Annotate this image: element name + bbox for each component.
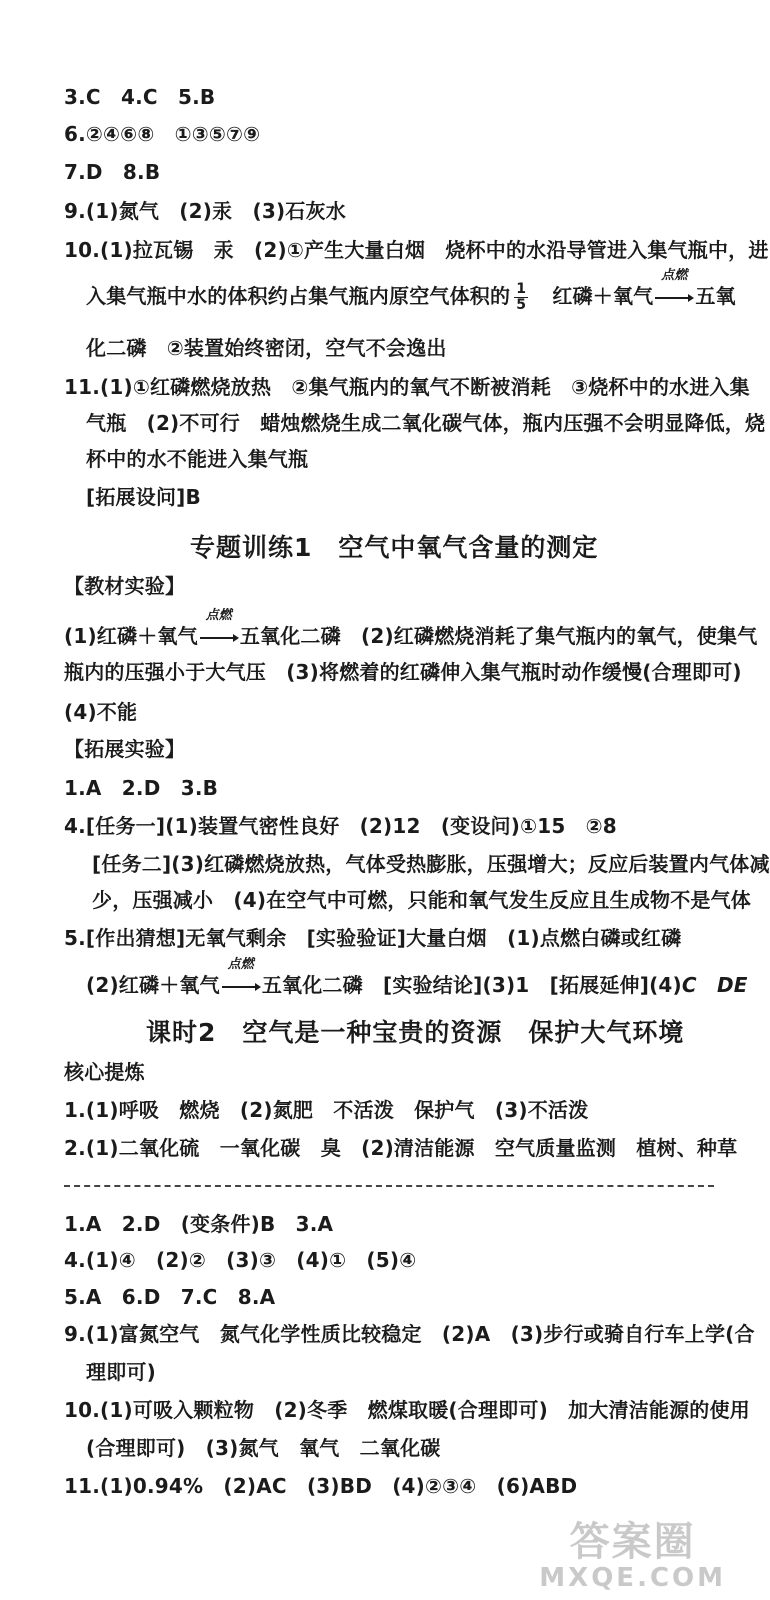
answer-line: 4.[任务一](1)装置气密性良好 (2)12 (变设问)①15 ②8 bbox=[64, 814, 617, 838]
answer-line: 化二磷 ②装置始终密闭，空气不会逸出 bbox=[86, 336, 447, 360]
answer-line: 2.(1)二氧化硫 一氧化碳 臭 (2)清洁能源 空气质量监测 植树、种草 bbox=[64, 1136, 738, 1160]
text-segment: 入集气瓶中水的体积约占集气瓶内原空气体积的 bbox=[86, 284, 511, 308]
answer-line: 4.(1)④ (2)② (3)③ (4)① (5)④ bbox=[64, 1248, 417, 1272]
text-segment: 红磷＋氧气 bbox=[532, 284, 654, 308]
text-segment: (1)红磷＋氧气 bbox=[64, 624, 198, 648]
answer-line: 少，压强减小 (4)在空气中可燃，只能和氧气发生反应且生成物不是气体 bbox=[92, 888, 751, 912]
answer-line: 杯中的水不能进入集气瓶 bbox=[86, 447, 309, 471]
watermark-title: 答案圈 bbox=[569, 1519, 696, 1565]
subsection-label: 【拓展实验】 bbox=[64, 737, 186, 761]
answer-line: 气瓶 (2)不可行 蜡烛燃烧生成二氧化碳气体，瓶内压强不会明显降低，烧 bbox=[86, 411, 766, 435]
fraction-numerator: 1 bbox=[516, 281, 527, 297]
arrow-icon bbox=[654, 292, 694, 304]
text-segment: 五氧化二磷 (2)红磷燃烧消耗了集气瓶内的氧气，使集气 bbox=[239, 624, 758, 648]
answer-line: 6.②④⑥⑧ ①③⑤⑦⑨ bbox=[64, 122, 261, 146]
answer-line: 11.(1)①红磷燃烧放热 ②集气瓶内的氧气不断被消耗 ③烧杯中的水进入集 bbox=[64, 375, 750, 399]
arrow-icon bbox=[199, 632, 239, 644]
answer-line: 1.A 2.D 3.B bbox=[64, 776, 219, 800]
reaction-arrow bbox=[221, 957, 261, 998]
arrow-icon bbox=[221, 981, 261, 993]
section-heading: 课时2 空气是一种宝贵的资源 保护大气环境 bbox=[146, 1018, 685, 1047]
answer-line: 5.A 6.D 7.C 8.A bbox=[64, 1285, 276, 1309]
watermark-url: MXQE.COM bbox=[539, 1563, 726, 1593]
answer-line: 9.(1)富氮空气 氮气化学性质比较稳定 (2)A (3)步行或骑自行车上学(合 bbox=[64, 1322, 755, 1346]
answer-line: 7.D 8.B bbox=[64, 160, 161, 184]
subsection-label: 核心提炼 bbox=[64, 1060, 145, 1084]
answer-line: 1.A 2.D (变条件)B 3.A bbox=[64, 1212, 334, 1236]
dashed-divider bbox=[64, 1185, 714, 1187]
answer-line: 11.(1)0.94% (2)AC (3)BD (4)②③④ (6)ABD bbox=[64, 1474, 578, 1498]
fraction bbox=[514, 282, 528, 313]
answer-line: 1.(1)呼吸 燃烧 (2)氮肥 不活泼 保护气 (3)不活泼 bbox=[64, 1098, 589, 1122]
answer-line-with-equation bbox=[86, 957, 748, 998]
fraction-denominator: 5 bbox=[516, 297, 527, 313]
answer-line-with-fraction bbox=[86, 268, 736, 313]
condition-label: 点燃 bbox=[227, 957, 255, 972]
answer-line: 9.(1)氮气 (2)汞 (3)石灰水 bbox=[64, 199, 346, 223]
reaction-arrow bbox=[199, 608, 239, 649]
answer-line: [拓展设问]B bbox=[86, 485, 201, 509]
section-heading: 专题训练1 空气中氧气含量的测定 bbox=[190, 533, 599, 562]
answer-line: 5.[作出猜想]无氧气剩余 [实验验证]大量白烟 (1)点燃白磷或红磷 bbox=[64, 926, 682, 950]
watermark-logo bbox=[539, 1520, 726, 1592]
answer-line: [任务二](3)红磷燃烧放热，气体受热膨胀，压强增大；反应后装置内气体减 bbox=[92, 852, 770, 876]
subsection-label: 【教材实验】 bbox=[64, 574, 186, 598]
answer-line: 10.(1)拉瓦锡 汞 (2)①产生大量白烟 烧杯中的水沿导管进入集气瓶中，进 bbox=[64, 238, 769, 262]
reaction-arrow bbox=[654, 268, 694, 309]
answer-line: 理即可) bbox=[86, 1360, 156, 1384]
answer-line: 瓶内的压强小于大气压 (3)将燃着的红磷伸入集气瓶时动作缓慢(合理即可) bbox=[64, 660, 742, 684]
text-segment: C DE bbox=[681, 973, 748, 997]
answer-line: 10.(1)可吸入颗粒物 (2)冬季 燃煤取暖(合理即可) 加大清洁能源的使用 bbox=[64, 1398, 750, 1422]
text-segment: 五氧 bbox=[695, 284, 736, 308]
text-segment: 五氧化二磷 [实验结论](3)1 [拓展延伸](4) bbox=[261, 973, 682, 997]
condition-label: 点燃 bbox=[661, 268, 688, 283]
answer-line: (4)不能 bbox=[64, 700, 138, 724]
text-segment: (2)红磷＋氧气 bbox=[86, 973, 220, 997]
answer-line-with-equation bbox=[64, 608, 758, 649]
answer-line: (合理即可) (3)氮气 氧气 二氧化碳 bbox=[86, 1436, 441, 1460]
answer-line: 3.C 4.C 5.B bbox=[64, 85, 216, 109]
condition-label: 点燃 bbox=[205, 608, 233, 623]
